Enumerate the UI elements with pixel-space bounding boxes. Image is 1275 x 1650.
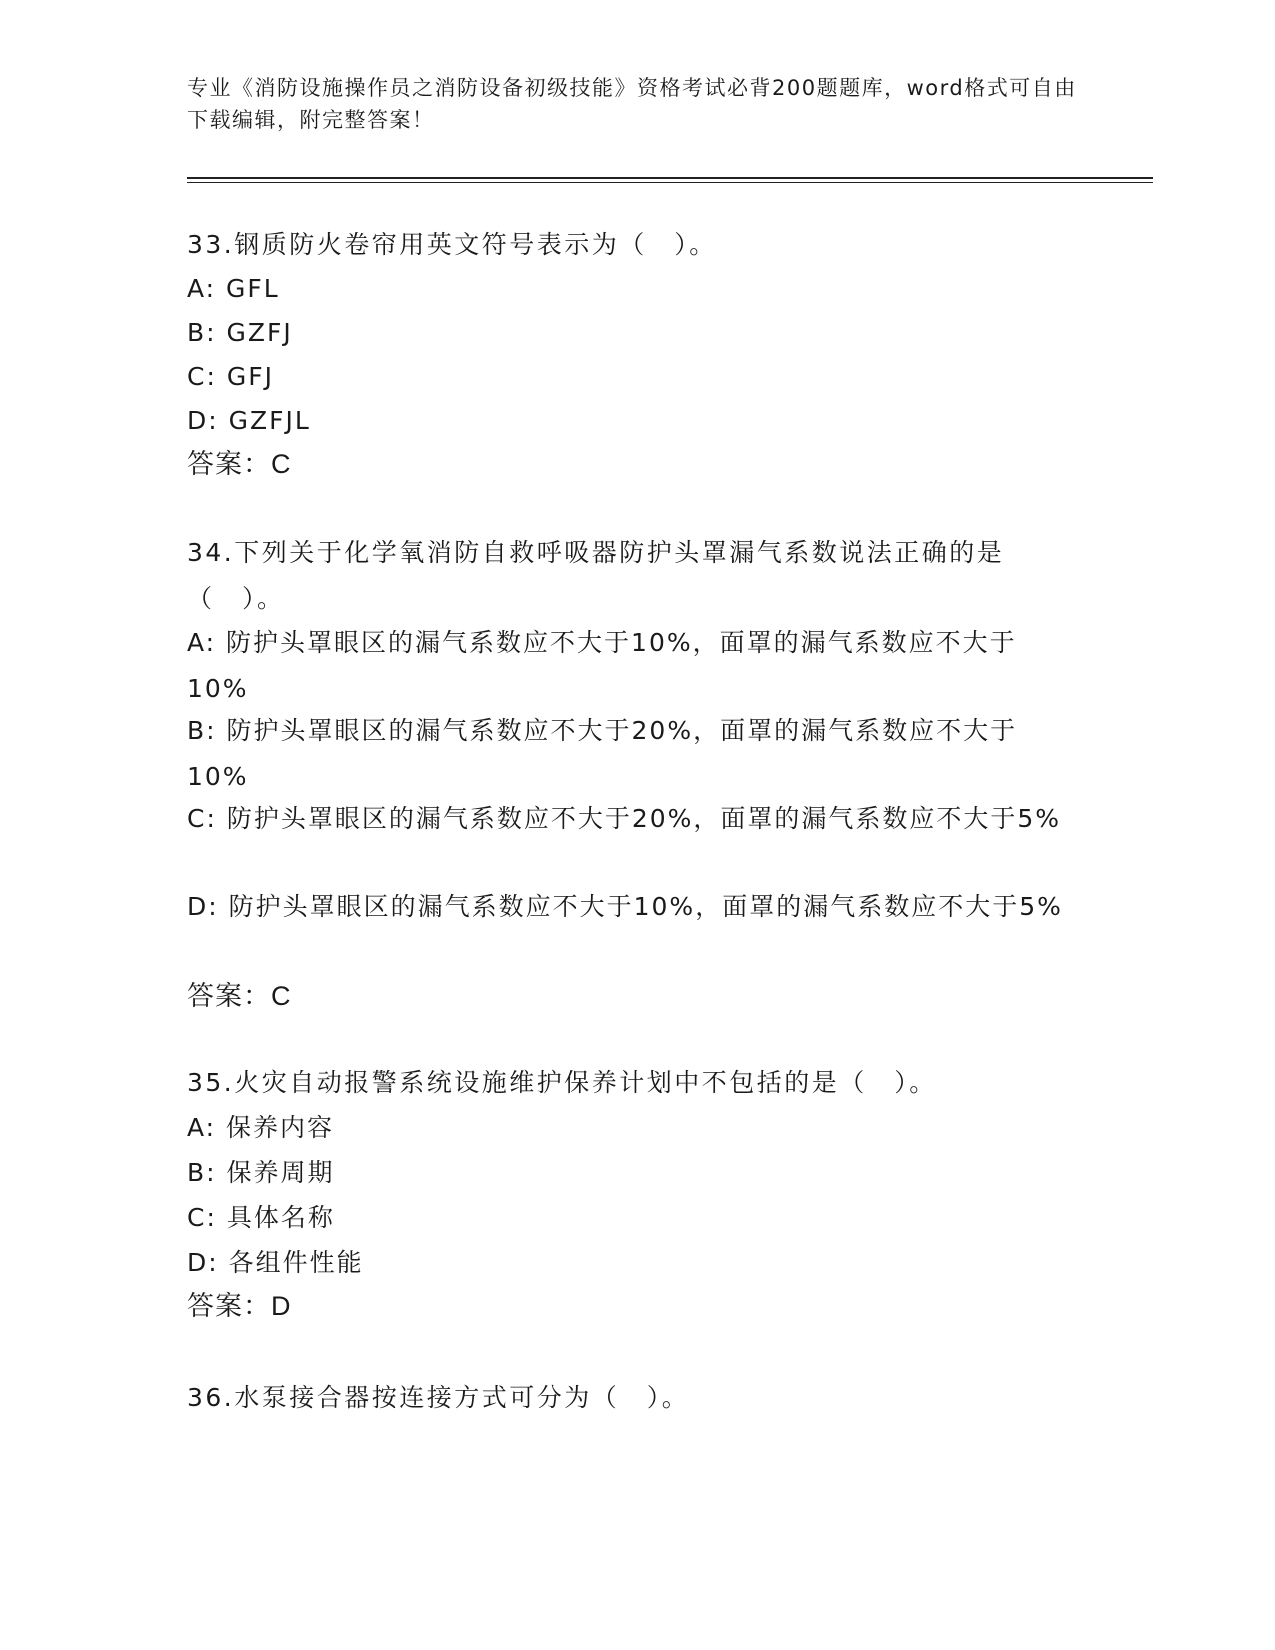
answer-label: 答案： <box>187 1291 271 1321</box>
question-34-option-b: B: 防护头罩眼区的漏气系数应不大于20%，面罩的漏气系数应不大于10% <box>187 716 1018 791</box>
question-35-option-c: C: 具体名称 <box>187 1203 335 1232</box>
question-35-answer <box>187 1286 292 1326</box>
question-34-stem: 34.下列关于化学氧消防自救呼吸器防护头罩漏气系数说法正确的是（ ）。 <box>187 538 1005 613</box>
answer-label: 答案： <box>187 981 271 1011</box>
answer-label: 答案： <box>187 449 271 479</box>
question-36-stem: 36.水泵接合器按连接方式可分为（ ）。 <box>187 1383 690 1412</box>
header-divider <box>187 177 1153 179</box>
question-33-option-a: A: GFL <box>187 274 280 303</box>
question-33-option-d: D: GZFJL <box>187 406 311 435</box>
question-33-option-b: B: GZFJ <box>187 318 293 347</box>
header-divider-thin <box>187 182 1153 183</box>
answer-value: C <box>271 981 292 1011</box>
question-35-option-d: D: 各组件性能 <box>187 1248 364 1277</box>
question-35-stem: 35.火灾自动报警系统设施维护保养计划中不包括的是（ ）。 <box>187 1068 937 1097</box>
document-header: 专业《消防设施操作员之消防设备初级技能》资格考试必背200题题库，word格式可自由下载编辑，附完整答案！ <box>187 76 1077 132</box>
question-33-stem: 33.钢质防火卷帘用英文符号表示为（ ）。 <box>187 230 717 259</box>
question-33-answer <box>187 444 292 484</box>
question-34-option-c: C: 防护头罩眼区的漏气系数应不大于20%，面罩的漏气系数应不大于5% <box>187 804 1062 833</box>
question-34-option-a: A: 防护头罩眼区的漏气系数应不大于10%，面罩的漏气系数应不大于10% <box>187 628 1017 703</box>
question-33-option-c: C: GFJ <box>187 362 274 391</box>
answer-value: C <box>271 449 292 479</box>
question-35-option-b: B: 保养周期 <box>187 1158 335 1187</box>
question-34-option-d: D: 防护头罩眼区的漏气系数应不大于10%，面罩的漏气系数应不大于5% <box>187 892 1063 921</box>
question-34-answer <box>187 976 292 1016</box>
question-35-option-a: A: 保养内容 <box>187 1113 335 1142</box>
answer-value: D <box>271 1291 292 1321</box>
